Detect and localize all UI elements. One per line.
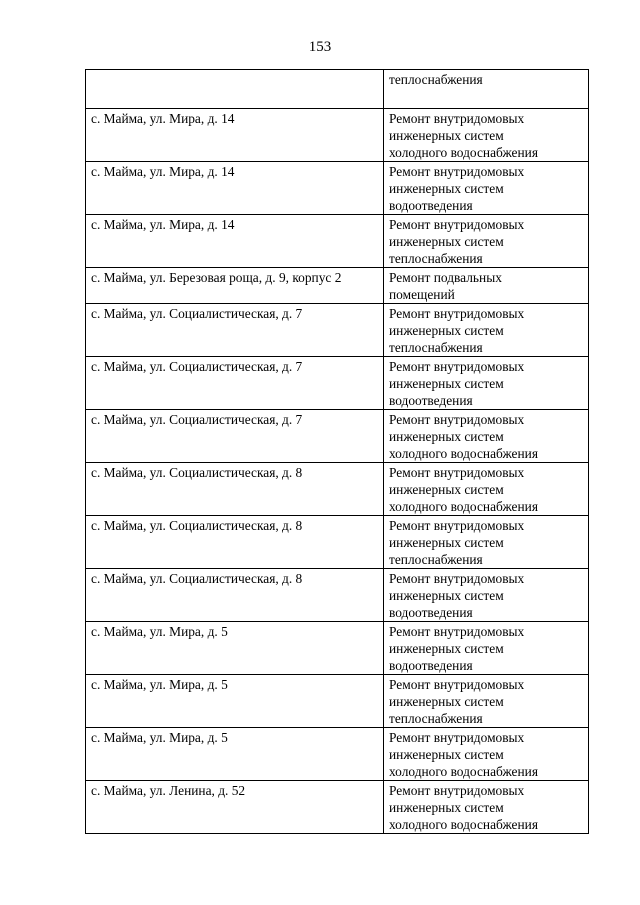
table-body [86,70,589,834]
address-cell: с. Майма, ул. Мира, д. 14 [86,109,384,162]
work-type-line: инженерных систем [389,535,504,550]
work-type-line: Ремонт внутридомовых [389,571,525,586]
work-type-line: инженерных систем [389,429,504,444]
table-row [86,215,589,268]
work-type-line: холодного водоснабжения [389,817,538,832]
work-type-line: холодного водоснабжения [389,446,538,461]
work-type-line: теплоснабжения [389,552,483,567]
work-type-line: Ремонт внутридомовых [389,465,525,480]
address-cell: с. Майма, ул. Социалистическая, д. 8 [86,463,384,516]
table-row [86,410,589,463]
work-type-line: Ремонт внутридомовых [389,783,525,798]
work-type-cell [384,569,589,622]
work-type-line: холодного водоснабжения [389,764,538,779]
page-number: 153 [308,39,332,55]
work-type-line: инженерных систем [389,694,504,709]
work-type-cell [384,516,589,569]
table-row [86,70,589,109]
work-type-line: Ремонт внутридомовых [389,111,525,126]
work-type-cell [384,109,589,162]
table-row [86,781,589,834]
work-type-line: водоотведения [389,393,473,408]
work-type-line: инженерных систем [389,641,504,656]
work-type-line: Ремонт внутридомовых [389,730,525,745]
work-type-line: Ремонт подвальных [389,270,502,285]
address-cell [86,70,384,109]
address-cell: с. Майма, ул. Мира, д. 14 [86,215,384,268]
address-cell: с. Майма, ул. Мира, д. 5 [86,622,384,675]
table-row [86,109,589,162]
address-cell: с. Майма, ул. Березовая роща, д. 9, корпус 2 [86,268,384,304]
work-type-line: инженерных систем [389,181,504,196]
work-type-cell [384,357,589,410]
work-type-line: холодного водоснабжения [389,499,538,514]
work-type-line: водоотведения [389,198,473,213]
work-type-line: водоотведения [389,658,473,673]
address-cell: с. Майма, ул. Мира, д. 5 [86,675,384,728]
table-row [86,569,589,622]
work-type-cell [384,781,589,834]
work-type-cell [384,675,589,728]
address-cell: с. Майма, ул. Социалистическая, д. 8 [86,569,384,622]
work-type-line: инженерных систем [389,800,504,815]
address-cell: с. Майма, ул. Ленина, д. 52 [86,781,384,834]
work-type-line: инженерных систем [389,323,504,338]
address-cell: с. Майма, ул. Социалистическая, д. 7 [86,410,384,463]
table-row [86,268,589,304]
work-type-line: Ремонт внутридомовых [389,518,525,533]
work-type-cell [384,728,589,781]
work-type-cell [384,622,589,675]
table-row [86,622,589,675]
table-row [86,304,589,357]
address-cell: с. Майма, ул. Мира, д. 5 [86,728,384,781]
work-type-cell [384,410,589,463]
work-type-line: водоотведения [389,605,473,620]
table-row [86,463,589,516]
work-type-line: Ремонт внутридомовых [389,677,525,692]
address-cell: с. Майма, ул. Социалистическая, д. 7 [86,357,384,410]
table-row [86,675,589,728]
work-type-line: инженерных систем [389,376,504,391]
work-type-line: инженерных систем [389,588,504,603]
work-type-line: инженерных систем [389,128,504,143]
work-type-line: теплоснабжения [389,72,483,87]
table-row [86,357,589,410]
work-type-cell [384,215,589,268]
work-type-line: теплоснабжения [389,711,483,726]
work-type-line: Ремонт внутридомовых [389,624,525,639]
work-type-line: Ремонт внутридомовых [389,306,525,321]
work-type-line: инженерных систем [389,234,504,249]
work-type-cell [384,463,589,516]
work-type-line: Ремонт внутридомовых [389,359,525,374]
address-cell: с. Майма, ул. Социалистическая, д. 8 [86,516,384,569]
work-type-cell [384,268,589,304]
repair-works-table [85,69,589,834]
table-row [86,516,589,569]
address-cell: с. Майма, ул. Социалистическая, д. 7 [86,304,384,357]
work-type-line: инженерных систем [389,747,504,762]
table-row [86,162,589,215]
work-type-line: Ремонт внутридомовых [389,217,525,232]
work-type-line: Ремонт внутридомовых [389,164,525,179]
work-type-cell [384,162,589,215]
work-type-cell [384,70,589,109]
work-type-cell [384,304,589,357]
work-type-line: Ремонт внутридомовых [389,412,525,427]
work-type-line: холодного водоснабжения [389,145,538,160]
work-type-line: теплоснабжения [389,251,483,266]
work-type-line: инженерных систем [389,482,504,497]
address-cell: с. Майма, ул. Мира, д. 14 [86,162,384,215]
work-type-line: помещений [389,287,455,302]
table-row [86,728,589,781]
work-type-line: теплоснабжения [389,340,483,355]
